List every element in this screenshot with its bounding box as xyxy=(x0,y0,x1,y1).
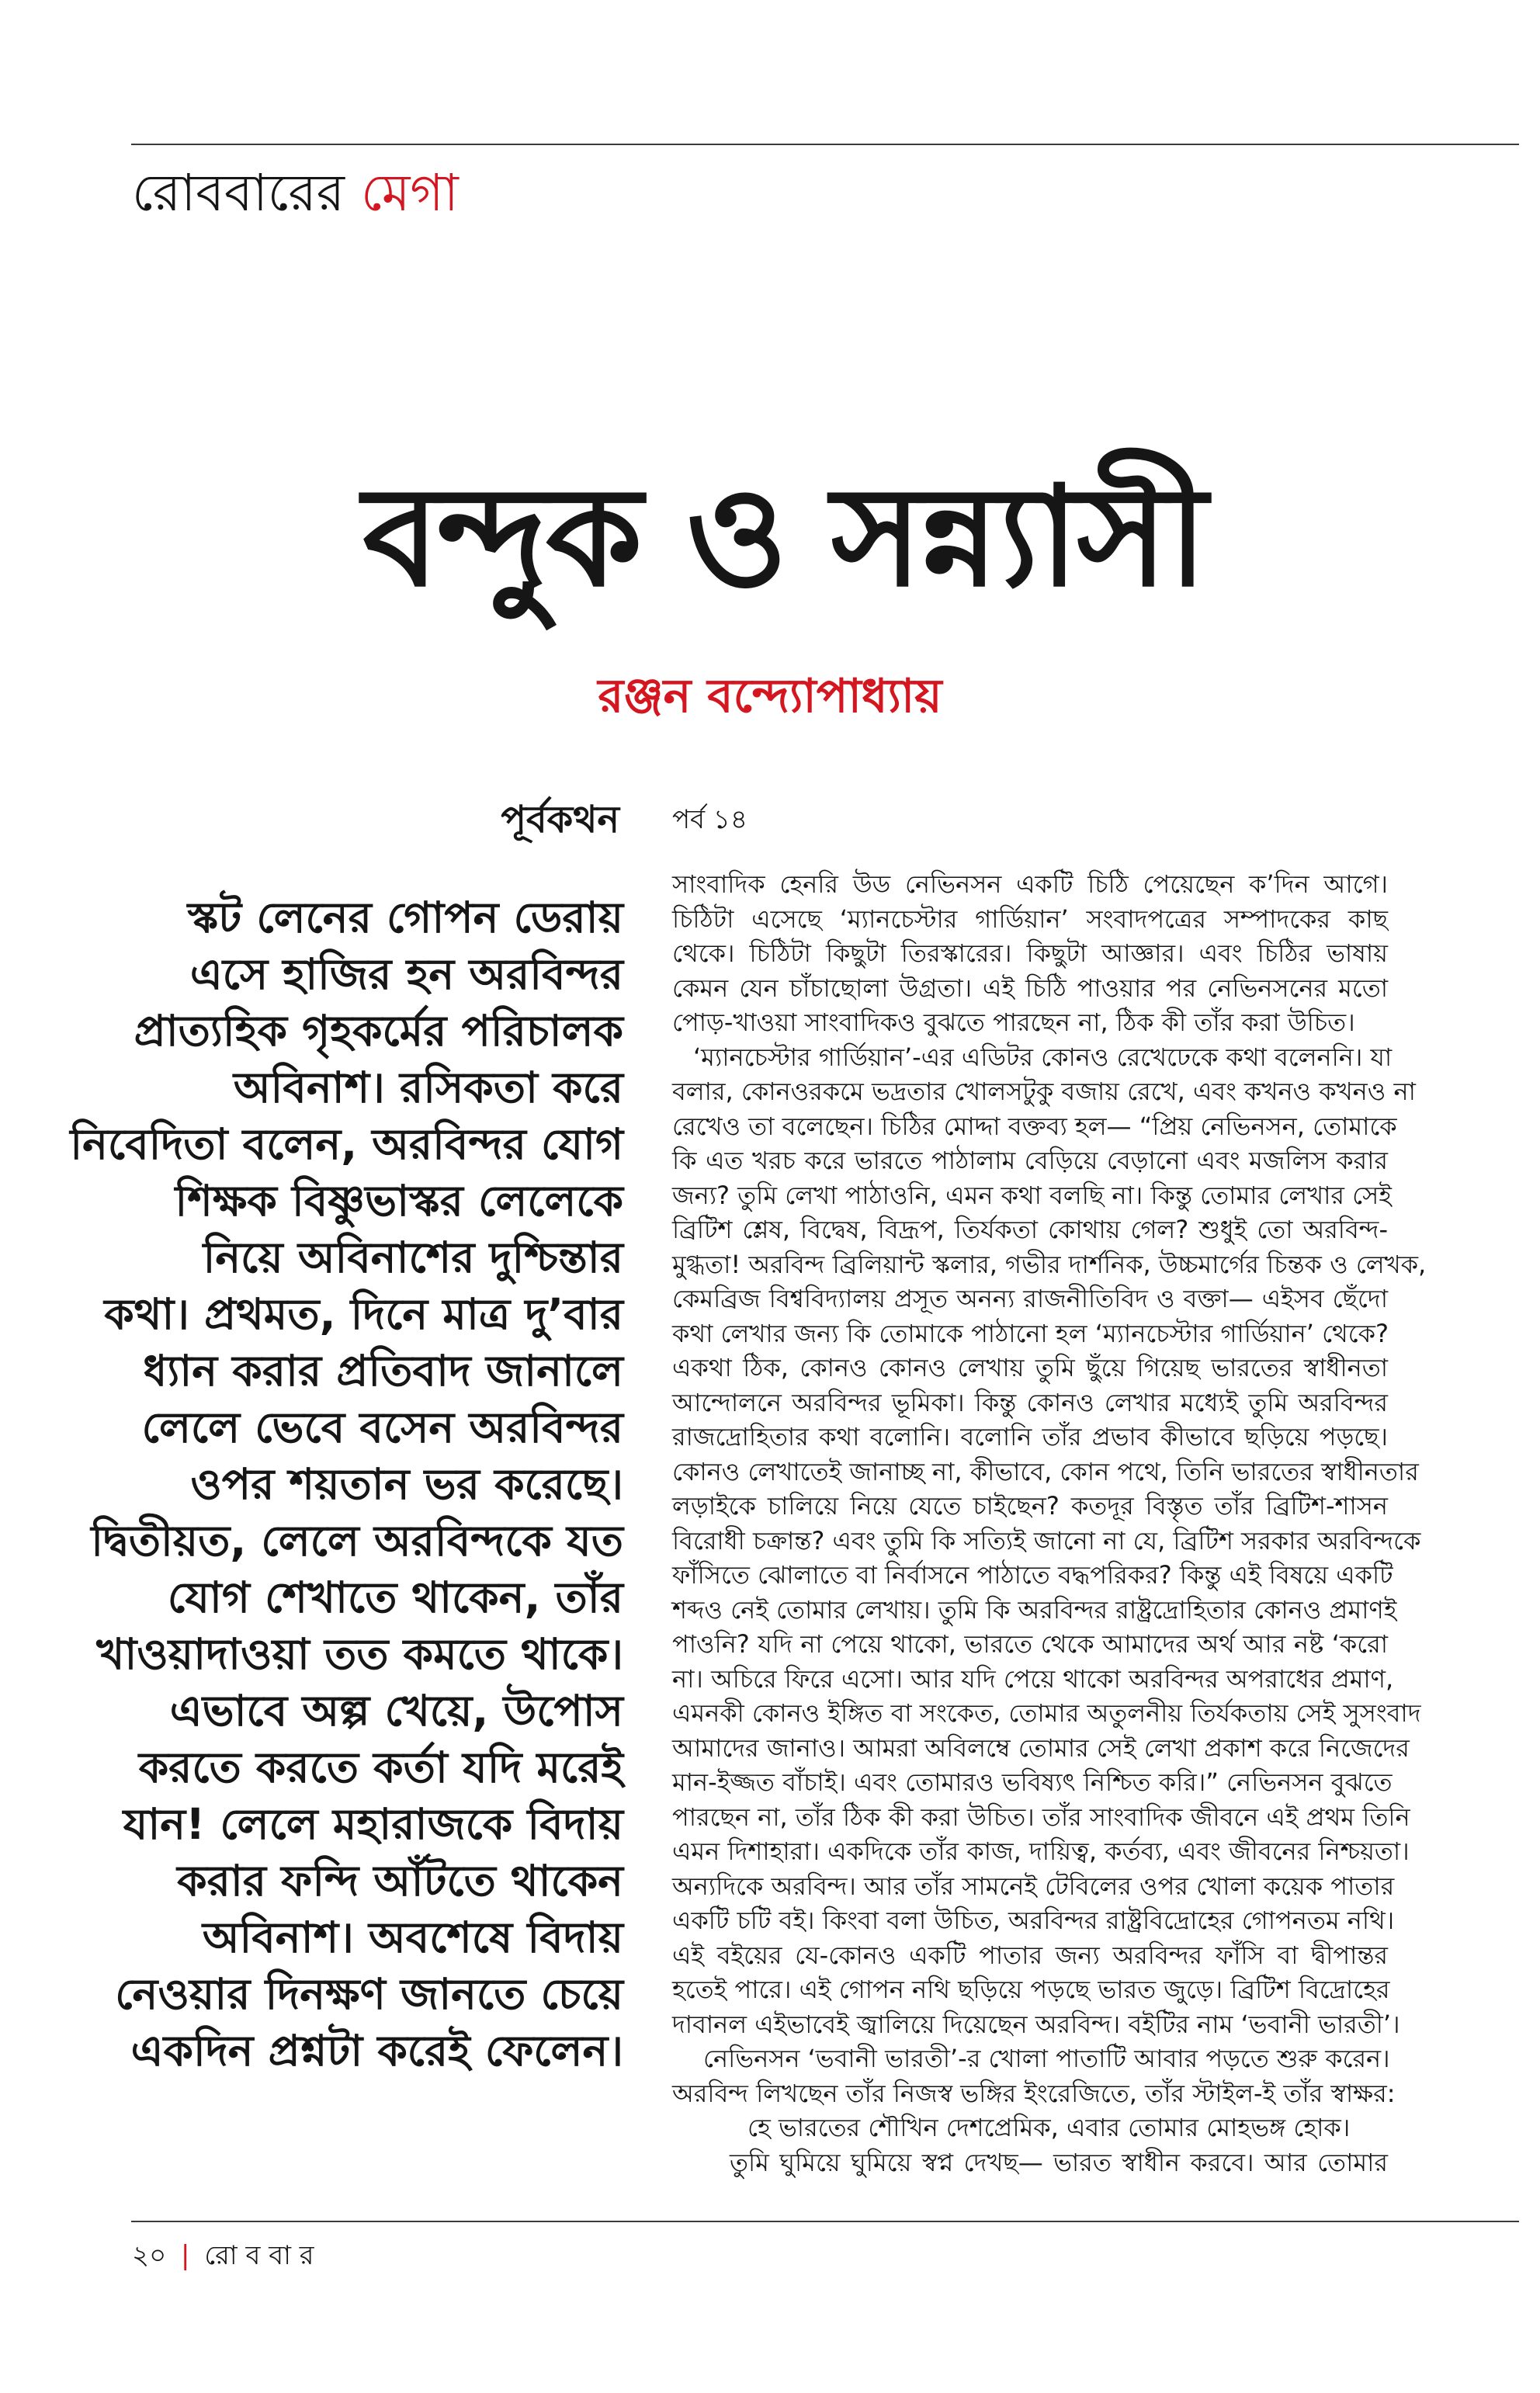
article-line: সাংবাদিক হেনরি উড নেভিনসন একটি চিঠি পেয়েছেন ক’দিন আগে। xyxy=(672,869,1388,899)
recap-line: লেলে ভেবে বসেন অরবিন্দর xyxy=(141,1403,623,1452)
article-line: কেমন যেন চাঁচাছোলা উগ্রতা। এই চিঠি পাওয়ার পর নেভিনসনের মতো xyxy=(672,973,1388,1003)
story-title: বন্দুক ও সন্ন্যাসী xyxy=(362,455,1205,617)
recap-line: নেওয়ার দিনক্ষণ জানতে চেয়ে xyxy=(115,1969,623,2019)
recap-line: স্কট লেনের গোপন ডেরায় xyxy=(187,893,623,942)
article-line: কোনও লেখাতেই জানাচ্ছ না, কীভাবে, কোন পথে, তিনি ভারতের স্বাধীনতার xyxy=(672,1456,1419,1486)
article-line: এই বইয়ের যে-কোনও একটি পাতার জন্য অরবিন্দর ফাঁসি বা দ্বীপান্তর xyxy=(672,1940,1388,1970)
article-line: মুগ্ধতা! অরবিন্দ ব্রিলিয়ান্ট স্কলার, গভীর দার্শনিক, উচ্চমার্গের চিন্তক ও লেখক, xyxy=(672,1249,1427,1279)
article-line: চিঠিটা এসেছে ‘ম্যানচেস্টার গার্ডিয়ান’ সংবাদপত্রের সম্পাদকের কাছ xyxy=(672,903,1388,934)
article-line: অন্যদিকে অরবিন্দ। আর তাঁর সামনেই টেবিলের ওপর খোলা কয়েক পাতার xyxy=(672,1871,1395,1901)
recap-line: এভাবে অল্প খেয়ে, উপোস xyxy=(169,1686,623,1736)
recap-line: প্রাত্যহিক গৃহকর্মের পরিচালক xyxy=(134,1006,623,1056)
recap-line: করার ফন্দি আঁটতে থাকেন xyxy=(177,1856,623,1906)
article-line: মান-ইজ্জত বাঁচাই। এবং তোমারও ভবিষ্যৎ নিশ্চিত করি।” নেভিনসন বুঝতে xyxy=(672,1767,1393,1797)
page-number: ২০ xyxy=(132,2240,167,2271)
article-line: ‘ম্যানচেস্টার গার্ডিয়ান’-এর এডিটর কোনও রেখেঢেকে কথা বলেননি। যা xyxy=(693,1042,1393,1072)
recap-line: ধ্যান করার প্রতিবাদ জানালে xyxy=(143,1346,623,1396)
recap-line: দ্বিতীয়ত, লেলে অরবিন্দকে যত xyxy=(91,1516,623,1566)
article-line: হতেই পারে। এই গোপন নথি ছড়িয়ে পড়ছে ভারত জুড়ে। ব্রিটিশ বিদ্রোহের xyxy=(672,1975,1390,2004)
article-line: বলার, কোনওরকমে ভদ্রতার খোলসটুকু বজায় রেখে, এবং কখনও কখনও না xyxy=(672,1077,1416,1106)
recap-line: নিবেদিতা বলেন, অরবিন্দর যোগ xyxy=(70,1119,623,1169)
article-quote-line: হে ভারতের শৌখিন দেশপ্রেমিক, এবার তোমার মোহভঙ্গ হোক। xyxy=(747,2113,1351,2142)
article-quote-line: তুমি ঘুমিয়ে ঘুমিয়ে স্বপ্ন দেখছ— ভারত স্বাধীন করবে। আর তোমার xyxy=(730,2147,1388,2177)
recap-line: কথা। প্রথমত, দিনে মাত্র দু’বার xyxy=(104,1289,623,1339)
recap-line: যান! লেলে মহারাজকে বিদায় xyxy=(123,1799,623,1849)
article-line: বিরোধী চক্রান্ত? এবং তুমি কি সত্যিই জানো না যে, ব্রিটিশ সরকার অরবিন্দকে xyxy=(672,1525,1421,1555)
article-line: থেকে। চিঠিটা কিছুটা তিরস্কারের। কিছুটা আজ্ঞার। এবং চিঠির ভাষায় xyxy=(672,938,1388,968)
episode-label: পর্ব ১৪ xyxy=(672,804,747,835)
article-line: লড়াইকে চালিয়ে নিয়ে যেতে চাইছেন? কতদূর বিস্তৃত তাঁর ব্রিটিশ-শাসন xyxy=(672,1491,1388,1521)
article-line: ব্রিটিশ শ্লেষ, বিদ্বেষ, বিদ্রূপ, তির্যকতা কোথায় গেল? শুধুই তো অরবিন্দ- xyxy=(672,1215,1388,1244)
article-line: জন্য? তুমি লেখা পাঠাওনি, এমন কথা বলছি না। কিন্তু তোমার লেখার সেই xyxy=(672,1180,1392,1210)
article-line: না। অচিরে ফিরে এসো। আর যদি পেয়ে থাকো অরবিন্দর অপরাধের প্রমাণ, xyxy=(672,1663,1394,1694)
recap-line: অবিনাশ। অবশেষে বিদায় xyxy=(202,1913,623,1962)
recap-line: একদিন প্রশ্নটা করেই ফেলেন। xyxy=(130,2026,623,2076)
article-line: দাবানল এইভাবেই জ্বালিয়ে দিয়েছেন অরবিন্দ। বইটির নাম ‘ভবানী ভারতী’। xyxy=(672,2009,1400,2039)
footer-separator: | xyxy=(181,2240,190,2271)
recap-heading: পূর্বকথন xyxy=(501,798,619,841)
article-line: অরবিন্দ লিখছেন তাঁর নিজস্ব ভঙ্গির ইংরেজিতে, তাঁর স্টাইল-ই তাঁর স্বাক্ষর: xyxy=(672,2078,1396,2108)
article-line: নেভিনসন ‘ভবানী ভারতী’-র খোলা পাতাটি আবার পড়তে শুরু করেন। xyxy=(703,2044,1390,2073)
author-byline: রঞ্জন বন্দ্যোপাধ্যায় xyxy=(598,669,942,723)
recap-line: ওপর শয়তান ভর করেছে। xyxy=(190,1459,623,1509)
article-line: কথা লেখার জন্য কি তোমাকে পাঠানো হল ‘ম্যানচেস্টার গার্ডিয়ান’ থেকে? xyxy=(672,1318,1389,1348)
article-line: আমাদের জানাও। আমরা অবিলম্বে তোমার সেই লেখা প্রকাশ করে নিজেদের xyxy=(672,1732,1410,1763)
article-line: আন্দোলনে অরবিন্দর ভূমিকা। কিন্তু কোনও লেখার মধ্যেই তুমি অরবিন্দর xyxy=(672,1387,1388,1417)
article-line: কেমব্রিজ বিশ্ববিদ্যালয় প্রসূত অনন্য রাজনীতিবিদ ও বক্তা— এইসব ছেঁদো xyxy=(672,1284,1388,1313)
article-line: এমন দিশাহারা। একদিকে তাঁর কাজ, দায়িত্ব, কর্তব্য, এবং জীবনের নিশ্চয়তা। xyxy=(672,1836,1410,1866)
article-line: রাজদ্রোহিতার কথা বলোনি। বলোনি তাঁর প্রভাব কীভাবে ছড়িয়ে পড়ছে। xyxy=(672,1422,1388,1451)
recap-line: খাওয়াদাওয়া তত কমতে থাকে। xyxy=(96,1629,623,1679)
article-line: পাওনি? যদি না পেয়ে থাকো, ভারতে থেকে আমাদের অর্থ আর নষ্ট ‘করো xyxy=(672,1629,1388,1659)
article-line: কি এত খরচ করে ভারতে পাঠালাম বেড়িয়ে বেড়ানো এবং মজলিস করার xyxy=(672,1146,1388,1175)
top-rule xyxy=(131,144,1519,145)
section-highlight: মেগা xyxy=(360,163,459,223)
recap-column xyxy=(70,890,623,2085)
article-line: পারছেন না, তাঁর ঠিক কী করা উচিত। তাঁর সাংবাদিক জীবনে এই প্রথম তিনি xyxy=(672,1802,1410,1832)
article-line: ফাঁসিতে ঝোলাতে বা নির্বাসনে পাঠাতে বদ্ধপরিকর? কিন্তু এই বিষয়ে একটি xyxy=(672,1560,1393,1590)
recap-line: অবিনাশ। রসিকতা করে xyxy=(233,1063,623,1112)
bottom-rule xyxy=(131,2221,1519,2222)
article-line: পোড়-খাওয়া সাংবাদিকও বুঝতে পারছেন না, ঠিক কী তাঁর করা উচিত। xyxy=(672,1007,1355,1037)
article-line: এমনকী কোনও ইঙ্গিত বা সংকেত, তোমার অতুলনীয় তির্যকতায় সেই সুসংবাদ xyxy=(672,1698,1421,1728)
magazine-name: রো ব বা র xyxy=(204,2240,314,2271)
recap-line: করতে করতে কর্তা যদি মরেই xyxy=(138,1743,623,1792)
article-line: রেখেও তা বলেছেন। চিঠির মোদ্দা বক্তব্য হল— “প্রিয় নেভিনসন, তোমাকে xyxy=(672,1111,1397,1141)
article-line: একটি চটি বই। কিংবা বলা উচিত, অরবিন্দর রাষ্ট্রবিদ্রোহের গোপনতম নথি। xyxy=(672,1906,1395,1935)
recap-line: এসে হাজির হন অরবিন্দর xyxy=(189,949,623,999)
recap-line: শিক্ষক বিষ্ণুভাস্কর লেলেকে xyxy=(175,1176,623,1226)
recap-line: নিয়ে অবিনাশের দুশ্চিন্তার xyxy=(203,1233,623,1282)
article-line: শব্দও নেই তোমার লেখায়। তুমি কি অরবিন্দর রাষ্ট্রদ্রোহিতার কোনও প্রমাণই xyxy=(672,1594,1397,1625)
page-footer xyxy=(132,2239,314,2273)
section-header xyxy=(132,162,459,224)
article-line: একথা ঠিক, কোনও কোনও লেখায় তুমি ছুঁয়ে গিয়েছ ভারতের স্বাধীনতা xyxy=(672,1353,1388,1382)
section-prefix: রোববারের xyxy=(132,163,345,223)
article-column xyxy=(672,867,1427,2187)
recap-line: যোগ শেখাতে থাকেন, তাঁর xyxy=(167,1573,623,1622)
